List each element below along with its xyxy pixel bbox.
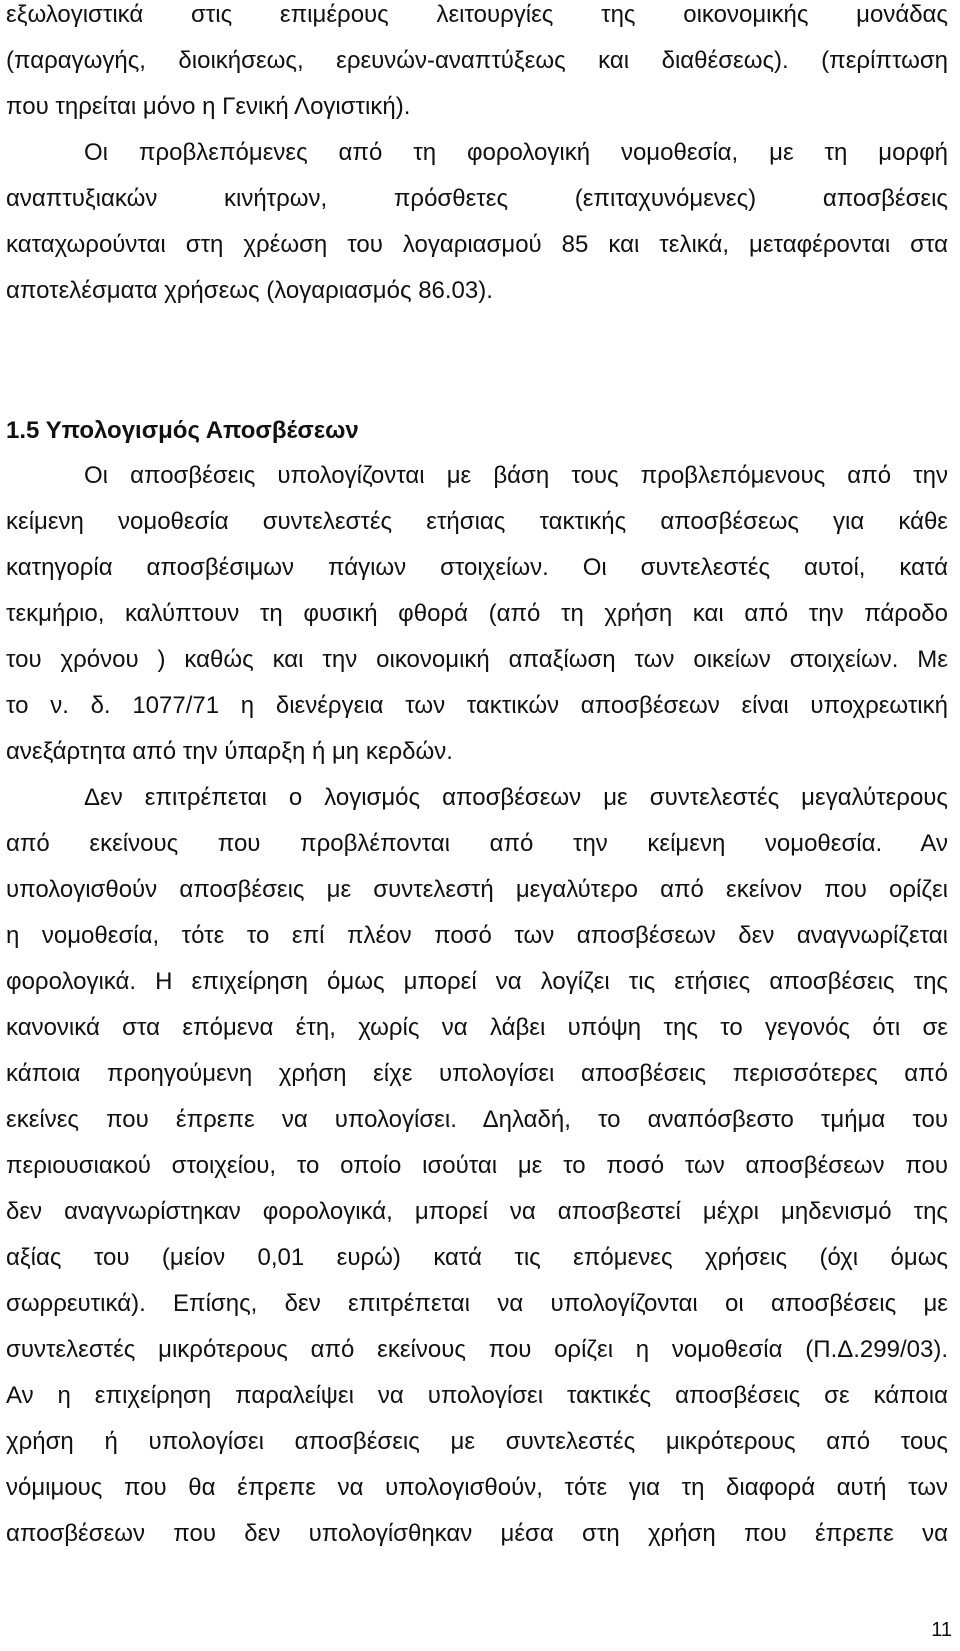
text-line: αποτελέσματα χρήσεως (λογαριασμός 86.03). <box>6 277 493 304</box>
text-line: κάποια προηγούμενη χρήση είχε υπολογίσει αποσβέσεις περισσότερες από <box>6 1060 948 1087</box>
text-line: χρήση ή υπολογίσει αποσβέσεις με συντελεστές μικρότερους από τους <box>6 1428 948 1455</box>
text-line: αναπτυξιακών κινήτρων, πρόσθετες (επιταχυνόμενες) αποσβέσεις <box>6 185 948 212</box>
text-line: τεκμήριο, καλύπτουν τη φυσική φθορά (από τη χρήση και από την πάροδο <box>6 600 948 627</box>
text-line: του χρόνου ) καθώς και την οικονομική απαξίωση των οικείων στοιχείων. Με <box>6 646 948 673</box>
text-line: (παραγωγής, διοικήσεως, ερευνών-αναπτύξεως και διαθέσεως). (περίπτωση <box>6 47 948 74</box>
section-heading: 1.5 Υπολογισμός Αποσβέσεων <box>6 417 359 444</box>
text-line: ανεξάρτητα από την ύπαρξη ή μη κερδών. <box>6 738 453 765</box>
text-line: Οι αποσβέσεις υπολογίζονται με βάση τους προβλεπόμενους από την <box>84 462 948 489</box>
text-line: συντελεστές μικρότερους από εκείνους που ορίζει η νομοθεσία (Π.Δ.299/03). <box>6 1336 948 1363</box>
text-line: Δεν επιτρέπεται ο λογισμός αποσβέσεων με συντελεστές μεγαλύτερους <box>84 784 948 811</box>
text-line: κείμενη νομοθεσία συντελεστές ετήσιας τακτικής αποσβέσεως για κάθε <box>6 508 948 535</box>
text-line: κατηγορία αποσβέσιμων πάγιων στοιχείων. Οι συντελεστές αυτοί, κατά <box>6 554 948 581</box>
text-line: Οι προβλεπόμενες από τη φορολογική νομοθεσία, με τη μορφή <box>84 139 948 166</box>
text-line: η νομοθεσία, τότε το επί πλέον ποσό των αποσβέσεων δεν αναγνωρίζεται <box>6 922 948 949</box>
text-line: Αν η επιχείρηση παραλείψει να υπολογίσει τακτικές αποσβέσεις σε κάποια <box>6 1382 948 1409</box>
text-line: εξωλογιστικά στις επιμέρους λειτουργίες της οικονομικής μονάδας <box>6 1 948 28</box>
text-line: υπολογισθούν αποσβέσεις με συντελεστή μεγαλύτερο από εκείνον που ορίζει <box>6 876 948 903</box>
text-line: αποσβέσεων που δεν υπολογίσθηκαν μέσα στη χρήση που έπρεπε να <box>6 1520 948 1547</box>
text-line: από εκείνους που προβλέπονται από την κείμενη νομοθεσία. Αν <box>6 830 948 857</box>
text-line: περιουσιακού στοιχείου, το οποίο ισούται με το ποσό των αποσβέσεων που <box>6 1152 948 1179</box>
text-line: το ν. δ. 1077/71 η διενέργεια των τακτικών αποσβέσεων είναι υποχρεωτική <box>6 692 948 719</box>
text-line: που τηρείται μόνο η Γενική Λογιστική). <box>6 93 411 120</box>
text-line: δεν αναγνωρίστηκαν φορολογικά, μπορεί να αποσβεστεί μέχρι μηδενισμό της <box>6 1198 948 1225</box>
text-line: αξίας του (μείον 0,01 ευρώ) κατά τις επόμενες χρήσεις (όχι όμως <box>6 1244 948 1271</box>
text-line: φορολογικά. Η επιχείρηση όμως μπορεί να λογίζει τις ετήσιες αποσβέσεις της <box>6 968 948 995</box>
text-line: εκείνες που έπρεπε να υπολογίσει. Δηλαδή, το αναπόσβεστο τμήμα του <box>6 1106 948 1133</box>
page-number: 11 <box>931 1619 952 1641</box>
text-line: κανονικά στα επόμενα έτη, χωρίς να λάβει υπόψη της το γεγονός ότι σε <box>6 1014 948 1041</box>
text-line: νόμιμους που θα έπρεπε να υπολογισθούν, τότε για τη διαφορά αυτή των <box>6 1474 948 1501</box>
text-line: σωρρευτικά). Επίσης, δεν επιτρέπεται να υπολογίζονται οι αποσβέσεις με <box>6 1290 948 1317</box>
text-line: καταχωρούνται στη χρέωση του λογαριασμού 85 και τελικά, μεταφέρονται στα <box>6 231 948 258</box>
